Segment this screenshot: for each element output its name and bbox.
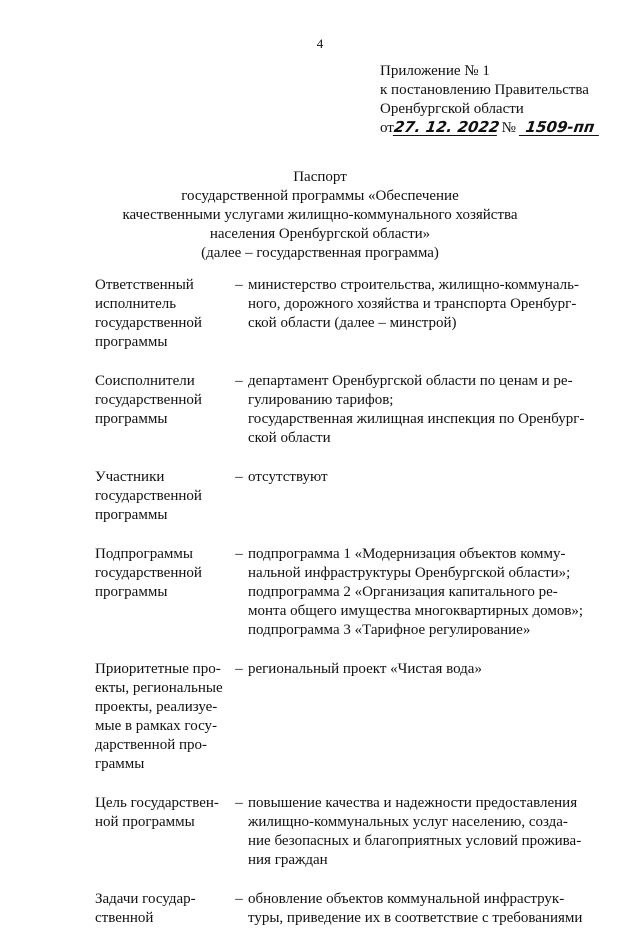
row-label-line: Подпрограммы [95,546,193,562]
row-label-line: государственной [95,315,202,331]
document-title [0,168,640,263]
row-label-line: государственной [95,488,202,504]
appendix-line-2: к постановлению Правительства [380,82,589,98]
row-value-line: государственная жилищная инспекция по Оренбург- [248,411,585,427]
row-label [95,890,230,928]
row-value-line: ние безопасных и благоприятных условий прожива- [248,833,582,849]
row-label-line: программы [95,411,168,427]
row-dash: – [235,546,243,562]
row-label-line: екты, региональные [95,680,223,696]
title-line: государственной программы «Обеспечение [181,188,459,204]
title-line: Паспорт [293,169,347,185]
row-value-line: гулированию тарифов; [248,392,394,408]
title-line: качественными услугами жилищно-коммунального хозяйства [122,207,518,223]
row-label [95,468,230,525]
appendix-block [380,62,600,138]
row-label-line: программы [95,584,168,600]
row-dash: – [235,373,243,389]
row-label-line: государственной [95,565,202,581]
row-dash: – [235,469,243,485]
row-label-line: Соисполнители [95,373,195,389]
date-prefix: от [380,120,394,136]
passport-row [95,372,595,448]
passport-row [95,276,595,352]
row-value-line: туры, приведение их в соответствие с требованиями [248,910,583,926]
passport-row [95,660,595,774]
row-label-line: ственной [95,910,154,926]
row-label [95,545,230,640]
row-value-line: жилищно-коммунальных услуг населению, созда- [248,814,568,830]
row-label-line: исполнитель [95,296,177,312]
title-line: (далее – государственная программа) [201,245,439,261]
number-prefix: № [501,120,516,136]
row-label [95,276,230,352]
row-label-line: программы [95,334,168,350]
appendix-date-line [380,119,600,138]
row-label-line: ной программы [95,814,195,830]
row-value-line: ской области [248,430,331,446]
row-label-line: Задачи государ- [95,891,196,907]
row-label-line: дарственной про- [95,737,208,753]
passport-row [95,545,595,640]
row-value-line: подпрограмма 2 «Организация капитального ре- [248,584,558,600]
passport-row [95,890,595,928]
row-label-line: Приоритетные про- [95,661,221,677]
row-value-line: отсутствуют [248,469,328,485]
row-label-line: мые в рамках госу- [95,718,218,734]
row-value [248,372,595,448]
row-value [248,468,595,525]
row-label [95,660,230,774]
row-label-line: Цель государствен- [95,795,219,811]
row-label-line: государственной [95,392,202,408]
row-label-line: граммы [95,756,145,772]
page-number: 4 [316,36,324,51]
passport-table [95,276,595,948]
row-value-line: региональный проект «Чистая вода» [248,661,482,677]
row-value-line: департамент Оренбургской области по ценам и ре- [248,373,573,389]
appendix-line-1: Приложение № 1 [380,63,490,79]
title-line: населения Оренбургской области» [209,226,431,242]
row-value-line: подпрограмма 3 «Тарифное регулирование» [248,622,531,638]
row-value [248,794,595,870]
row-value-line: ской области (далее – минстрой) [248,315,457,331]
handwritten-number: 1509-пп [518,119,600,136]
row-value-line: обновление объектов коммунальной инфраструк- [248,891,565,907]
row-label-line: Участники [95,469,165,485]
row-label-line: Ответственный [95,277,194,293]
row-value-line: повышение качества и надежности предоставления [248,795,578,811]
handwritten-date: 27. 12. 2022 [392,118,501,136]
row-dash: – [235,661,243,677]
row-value-line: ния граждан [248,852,328,868]
row-dash: – [235,795,243,811]
row-value-line: подпрограмма 1 «Модернизация объектов комму- [248,546,566,562]
row-value-line: министерство строительства, жилищно-коммуналь- [248,277,579,293]
row-value [248,545,595,640]
row-label [95,794,230,870]
row-dash: – [235,891,243,907]
row-value-line: ного, дорожного хозяйства и транспорта Оренбург- [248,296,577,312]
passport-row [95,794,595,870]
row-value [248,890,595,928]
row-label-line: программы [95,507,168,523]
row-value [248,660,595,774]
appendix-line-3: Оренбургской области [380,101,524,117]
row-value-line: монта общего имущества многоквартирных домов»; [248,603,584,619]
row-label-line: проекты, реализуе- [95,699,218,715]
row-label [95,372,230,448]
passport-row [95,468,595,525]
row-dash: – [235,277,243,293]
row-value [248,276,595,352]
row-value-line: нальной инфраструктуры Оренбургской области»; [248,565,571,581]
